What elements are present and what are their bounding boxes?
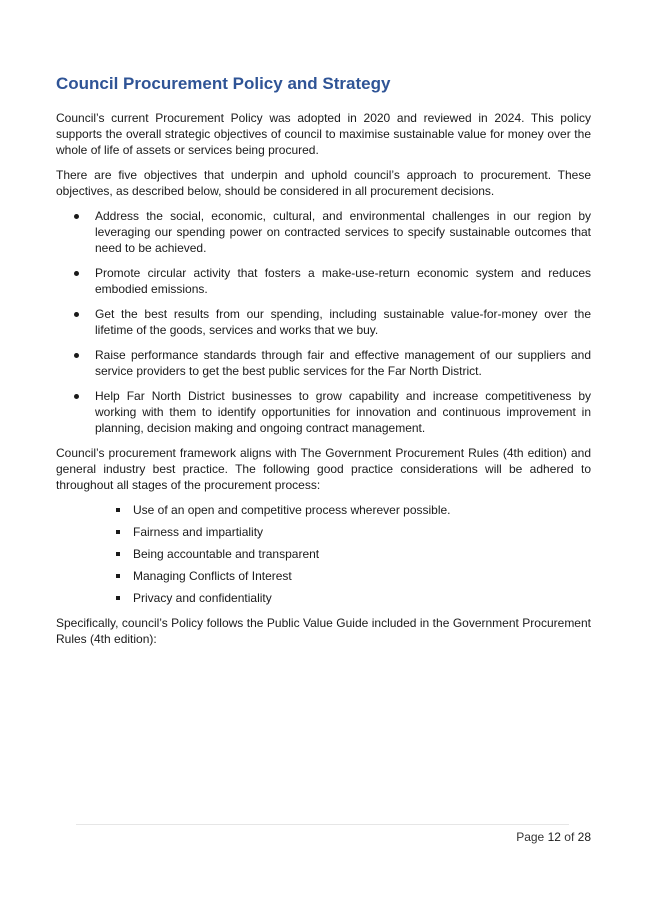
consideration-text: Privacy and confidentiality <box>133 591 272 605</box>
bullet-dot-icon <box>74 271 79 276</box>
considerations-list <box>56 502 591 606</box>
consideration-item <box>56 502 591 518</box>
bullet-square-icon <box>116 596 120 600</box>
consideration-text: Being accountable and transparent <box>133 547 320 561</box>
total-pages-number: 28 <box>577 830 591 844</box>
bullet-square-icon <box>116 552 120 556</box>
consideration-item <box>56 568 591 584</box>
page-content <box>56 74 591 656</box>
consideration-text: Managing Conflicts of Interest <box>133 569 292 583</box>
objective-item <box>56 388 591 436</box>
consideration-item <box>56 546 591 562</box>
page-footer <box>516 829 591 845</box>
bullet-square-icon <box>116 574 120 578</box>
framework-paragraph: Council’s procurement framework aligns with The Government Procurement Rules (4th edition) and general industry best practice. The following good practice considerations will be adhered to throughout all stages of the procurement process: <box>56 446 591 492</box>
current-page-number: 12 <box>547 830 561 844</box>
objective-item <box>56 347 591 379</box>
bullet-square-icon <box>116 508 120 512</box>
closing-paragraph: Specifically, council’s Policy follows the Public Value Guide included in the Government Procurement Rules (4th edition): <box>56 616 591 646</box>
objective-text: Promote circular activity that fosters a make-use-return economic system and reduces embodied emissions. <box>95 266 591 296</box>
objectives-list <box>56 208 591 436</box>
objective-text: Help Far North District businesses to grow capability and increase competitiveness by working with them to identify opportunities for innovation and continuous improvement in planning, decision making and ongoing contract management. <box>95 389 591 435</box>
objective-text: Raise performance standards through fair and effective management of our suppliers and service providers to get the best public services for the Far North District. <box>95 348 591 378</box>
bullet-dot-icon <box>74 394 79 399</box>
objective-text: Get the best results from our spending, including sustainable value-for-money over the lifetime of the goods, services and works that we buy. <box>95 307 591 337</box>
bullet-dot-icon <box>74 353 79 358</box>
bullet-dot-icon <box>74 312 79 317</box>
of-label: of <box>564 830 575 844</box>
consideration-item <box>56 590 591 606</box>
page-label: Page <box>516 830 545 844</box>
objective-item <box>56 306 591 338</box>
objective-item <box>56 208 591 256</box>
objectives-intro-paragraph: There are five objectives that underpin and uphold council’s approach to procurement. These objectives, as described below, should be considered in all procurement decisions. <box>56 168 591 198</box>
bullet-dot-icon <box>74 214 79 219</box>
objective-item <box>56 265 591 297</box>
bullet-square-icon <box>116 530 120 534</box>
intro-paragraph: Council’s current Procurement Policy was adopted in 2020 and reviewed in 2024. This policy supports the overall strategic objectives of council to maximise sustainable value for money over the whole of life of assets or services being procured. <box>56 111 591 157</box>
consideration-item <box>56 524 591 540</box>
section-heading: Council Procurement Policy and Strategy <box>56 74 391 93</box>
consideration-text: Fairness and impartiality <box>133 525 264 539</box>
consideration-text: Use of an open and competitive process wherever possible. <box>133 503 451 517</box>
footer-divider <box>76 824 569 825</box>
objective-text: Address the social, economic, cultural, and environmental challenges in our region by leveraging our spending power on contracted services to specify sustainable outcomes that need to be achieved. <box>95 209 591 255</box>
